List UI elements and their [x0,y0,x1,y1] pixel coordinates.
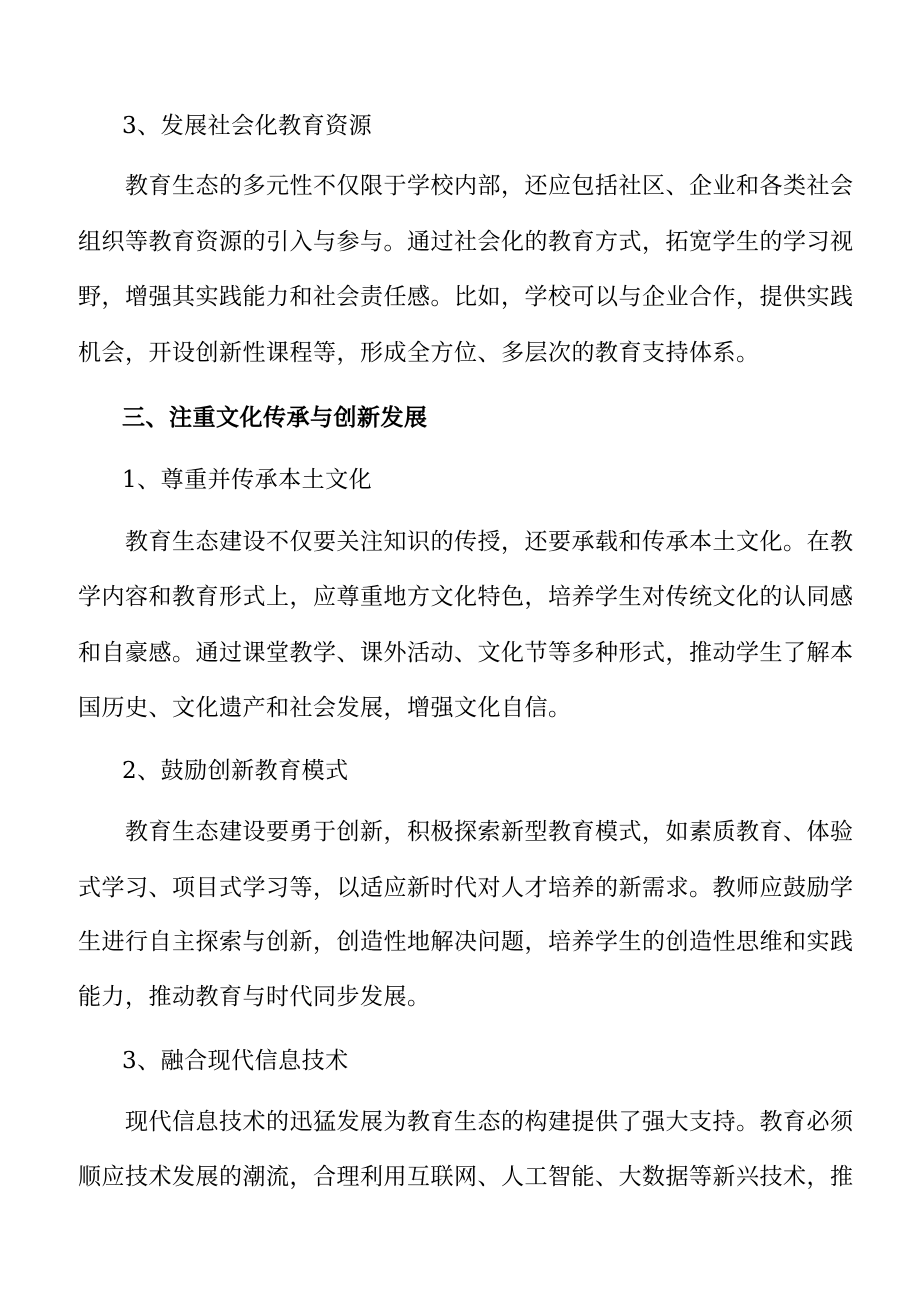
paragraph-line: 组织等教育资源的引入与参与。通过社会化的教育方式，拓宽学生的学习视 [78,229,854,255]
paragraph-line: 教育生态建设要勇于创新，积极探索新型教育模式，如素质教育、体验 [125,819,854,845]
paragraph-line: 能力，推动教育与时代同步发展。 [78,984,431,1010]
subsection-heading-it: 3、融合现代信息技术 [122,1048,349,1074]
paragraph-line: 野，增强其实践能力和社会责任感。比如，学校可以与企业合作，提供实践 [78,284,854,310]
subsection-heading-local-culture: 1、尊重并传承本土文化 [122,467,373,493]
paragraph-line: 现代信息技术的迅猛发展为教育生态的构建提供了强大支持。教育必须 [125,1109,854,1135]
subsection-heading-innovation: 2、鼓励创新教育模式 [122,758,349,784]
paragraph-line: 机会，开设创新性课程等，形成全方位、多层次的教育支持体系。 [78,340,760,366]
paragraph-line: 式学习、项目式学习等，以适应新时代对人才培养的新需求。教师应鼓励学 [78,875,854,901]
paragraph-line: 教育生态建设不仅要关注知识的传授，还要承载和传承本土文化。在教 [125,529,854,555]
paragraph-line: 国历史、文化遗产和社会发展，增强文化自信。 [78,695,572,721]
section-heading-culture: 三、注重文化传承与创新发展 [122,404,428,431]
paragraph-line: 顺应技术发展的潮流，合理利用互联网、人工智能、大数据等新兴技术，推 [78,1164,854,1190]
paragraph-line: 学内容和教育形式上，应尊重地方文化特色，培养学生对传统文化的认同感 [78,584,854,610]
paragraph-line: 生进行自主探索与创新，创造性地解决问题，培养学生的创造性思维和实践 [78,929,854,955]
paragraph-line: 教育生态的多元性不仅限于学校内部，还应包括社区、企业和各类社会 [125,173,854,199]
paragraph-line: 和自豪感。通过课堂教学、课外活动、文化节等多种形式，推动学生了解本 [78,640,854,666]
section-heading-social-resources: 3、发展社会化教育资源 [122,113,373,139]
